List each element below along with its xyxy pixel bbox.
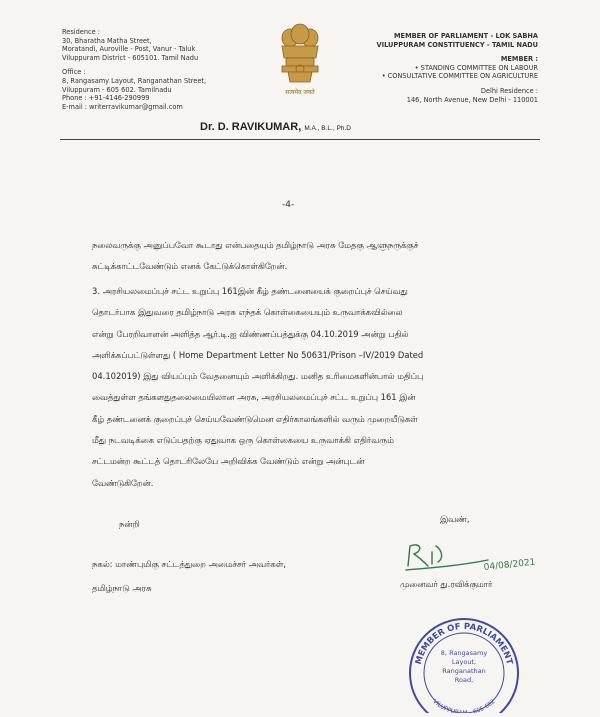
email-line: E-mail : writerravikumar@gmail.com	[62, 102, 183, 111]
constituency: VILUPPURAM CONSTITUENCY - TAMIL NADU	[376, 40, 538, 49]
body-line: 3. அரசியலமைப்புச் சட்ட உறுப்பு 161இன் கீழ் தண்டனையைக் குறைப்புச் செய்வது	[92, 286, 408, 296]
body-line: அளிக்கப்பட்டுள்ளது ( Home Department Letter No 50631/Prison –IV/2019 Dated	[92, 349, 424, 360]
signature-date: 04/08/2021	[483, 557, 536, 573]
committee-item: • CONSULTATIVE COMMITTEE ON AGRICULTURE	[381, 72, 538, 81]
sender-degrees: M.A., B.L., Ph.D	[304, 125, 351, 132]
seal-ring-text: MEMBER OF PARLIAMENT	[413, 621, 515, 666]
sender-name-text: Dr. D. RAVIKUMAR,	[200, 121, 302, 133]
sender-name	[200, 121, 460, 133]
closing-yours: இவண்,	[440, 514, 470, 524]
residence-line: Moratandi, Auroville - Post, Vanur - Taluk	[62, 45, 196, 54]
seal-bottom-text: VILUPPUR - 605 602	[431, 698, 497, 713]
member-label: MEMBER :	[500, 55, 538, 64]
body-line: நலைவருக்கு அனுப்பவோ கூடாது என்பதையும் தமிழ்நாடு அரசு மேதகு ஆளுநருக்குச்	[92, 240, 419, 250]
seal-inner-line: Layout,	[451, 658, 477, 666]
residence-label: Residence :	[62, 28, 101, 36]
closing-thanks: நன்றி	[119, 519, 140, 529]
emblem-motto: सत्यमेव जयते	[285, 89, 315, 96]
residence-line: Viluppuram District - 605101. Tamil Nadu	[62, 53, 199, 62]
body-line: தொடர்பாக இதுவரை தமிழ்நாடு அரசு எந்தக் கொள்கையையும் உருவாக்கவில்லை	[92, 307, 403, 318]
body-line: சுட்டிக்காட்டவேண்டும் எனக் கேட்டுக்கொள்கிறேன்.	[92, 261, 288, 272]
delhi-address: 146, North Avenue, New Delhi - 110001	[406, 95, 538, 104]
copy-to-line: நகல்: மாண்புமிகு சட்டத்துறை அமைச்சர் அவர்கள்,	[92, 559, 287, 569]
office-seal-stamp	[400, 603, 525, 713]
svg-text:VILUPPURAM - 605 602	[431, 698, 496, 713]
body-line: சட்டமன்ற கூட்டத் தொடரிலேயே அறிவிக்க வேண்டும் என்று அன்புடன்	[92, 456, 365, 467]
body-line: மீது நடவடிக்கை எடுப்பதற்கு ஏதுவாக ஒரு கொள்கையை உருவாக்கி எதிர்வரும்	[92, 435, 394, 446]
delhi-label: Delhi Residence :	[480, 86, 538, 95]
office-label: Office :	[62, 68, 86, 77]
body-line: 04.102019) இது வியப்பும் வேதனையும் அளிக்கிறது. மனித உரிமைகளின்பால் மதிப்பு	[92, 371, 424, 382]
seal-inner-line: Road,	[454, 676, 474, 684]
office-line: Viluppuram - 605 602. Tamilnadu	[62, 85, 172, 94]
mp-title: MEMBER OF PARLIAMENT - LOK SABHA	[394, 32, 538, 40]
paragraph-3	[92, 286, 512, 499]
seal-inner-line: 8, Rangasamy	[440, 649, 488, 657]
signer-name: முனைவர் து.ரவிக்குமார்	[400, 579, 493, 589]
signature	[398, 532, 548, 580]
body-line: என்று பேரறிவாளன் அளித்த ஆர்.டி.ஐ விண்ணப்பத்துக்கு 04.10.2019 அன்று பதில்	[92, 328, 409, 339]
phone-line: Phone : +91-4146-290999	[62, 94, 150, 103]
national-emblem-icon	[268, 20, 332, 98]
paragraph-continuation	[92, 240, 512, 283]
office-line: 8, Rangasamy Layout, Ranganathan Street,	[62, 76, 207, 85]
header-divider	[60, 139, 540, 140]
body-line: வேண்டுகிறேன்.	[92, 477, 154, 488]
body-line: கீழ் தண்டனைக் குறைப்புச் செய்யவேண்டுமென எதிர்காலங்களில் வரும் முறையீடுகள்	[92, 413, 418, 424]
committee-item: • STANDING COMMITTEE ON LABOUR	[414, 63, 538, 72]
body-line: வைத்துள்ள தங்களதுதலைமையிலான அரசு, அரசியலமைப்புச் சட்ட உறுப்பு 161 இன்	[92, 392, 416, 403]
seal-inner-line: Ranganathan	[442, 667, 486, 675]
residence-line: 30, Bharatha Matha Street,	[62, 36, 152, 45]
residence-office-address	[62, 28, 252, 111]
page-number: -4-	[282, 200, 295, 210]
copy-to-line: தமிழ்நாடு அரசு	[92, 583, 152, 593]
mp-details	[338, 32, 538, 104]
